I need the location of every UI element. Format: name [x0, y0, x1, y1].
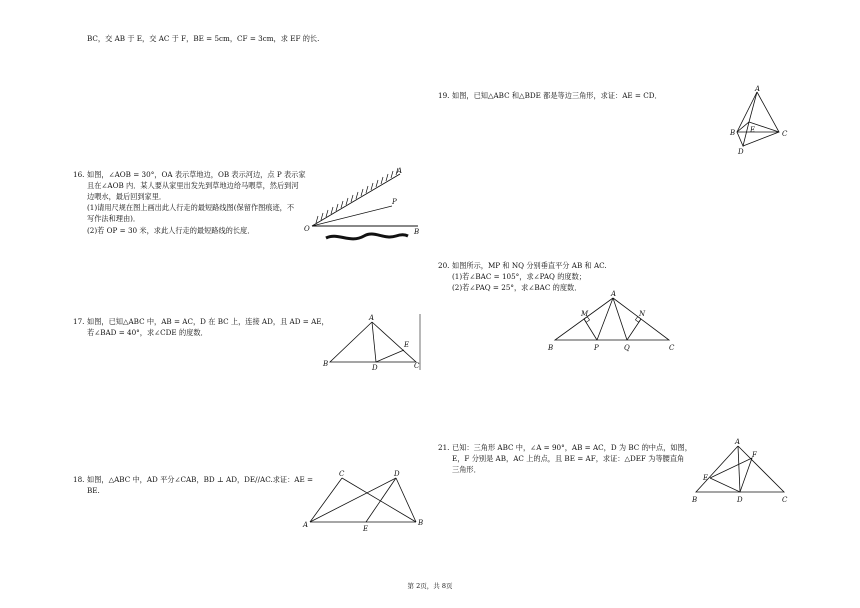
label-c: C — [339, 470, 345, 478]
q21-line: 已知：三角形 ABC 中，∠A = 90°，AB = AC，D 为 BC 的中点，如图， — [452, 443, 692, 452]
label-p: P — [594, 344, 599, 352]
q16-number: 16. — [73, 170, 85, 179]
label-d: D — [738, 148, 744, 156]
river-wave — [326, 234, 408, 239]
q20-number: 20. — [438, 261, 450, 270]
q21-number: 21. — [438, 443, 450, 452]
triangle-abc — [555, 298, 669, 340]
segment-ad — [738, 446, 740, 492]
label-a: A — [755, 85, 761, 93]
label-d: D — [737, 496, 743, 504]
q20-line: (2)若∠PAQ = 25°，求∠BAC 的度数． — [452, 283, 582, 292]
q18-line: 如图，△ABC 中，AD 平分∠CAB，BD ⊥ AD，DE//AC.求证：AE = — [87, 475, 314, 484]
q18-figure — [300, 470, 430, 532]
q16-line: 边喂水，最后回到家里． — [87, 192, 167, 201]
label-a: A — [303, 521, 309, 529]
triangle-bde — [737, 122, 749, 146]
q21-line: E，F 分别是 AB，AC 上的点，且 BE = AF，求证：△DEF 为等腰直角 — [452, 454, 685, 463]
label-c: C — [414, 362, 420, 370]
label-b: B — [730, 129, 736, 137]
q19-figure — [725, 84, 795, 159]
segment-aq — [613, 298, 627, 340]
label-b: B — [414, 228, 420, 236]
q21-line: 三角形． — [452, 465, 481, 474]
label-c: C — [782, 496, 788, 504]
continued-problem-text: BC，交 AB 于 E，交 AC 于 F，BE = 5cm，CF = 3cm，求 EF 的长. — [87, 34, 320, 43]
label-c: C — [782, 130, 788, 138]
segment-ac — [310, 478, 342, 522]
q17-line: 如图，已知△ABC 中，AB = AC，D 在 BC 上，连接 AD，且 AD = AE， — [87, 317, 329, 326]
q17-line: 若∠BAD = 40°，求∠CDE 的度数． — [87, 328, 208, 337]
segment-de — [366, 478, 396, 522]
triangle-abc — [737, 92, 779, 132]
label-d: D — [372, 364, 378, 372]
q19-number: 19. — [438, 91, 450, 100]
label-a: A — [611, 290, 617, 298]
segment-cd — [743, 132, 779, 146]
label-f: F — [752, 451, 757, 459]
segment-ae — [749, 92, 757, 122]
label-b: B — [418, 519, 424, 527]
q16-line: 且在∠AOB 内．某人要从家里出发先到草地边给马喂草，然后到河 — [87, 181, 299, 190]
q16-line: (2)若 OP = 30 米，求此人行走的最短路线的长度． — [87, 226, 255, 235]
q16-line: 如图，∠AOB = 30°，OA 表示草地边，OB 表示河边，点 P 表示家 — [87, 170, 306, 179]
label-d: D — [394, 470, 400, 478]
line-op — [312, 206, 392, 226]
label-o: O — [304, 225, 310, 233]
label-a: A — [735, 438, 741, 446]
q19-line: 如图，已知△ABC 和△BDE 都是等边三角形，求证：AE = CD． — [452, 91, 662, 100]
q18-number: 18. — [73, 475, 85, 484]
segment-ad — [372, 322, 376, 362]
page-footer: 第 2页，共 8页 — [407, 582, 453, 590]
label-c: C — [669, 344, 675, 352]
label-b: B — [692, 496, 698, 504]
q17-figure — [320, 312, 430, 372]
q18-line: BE. — [87, 486, 100, 495]
label-b: B — [323, 360, 329, 368]
label-p: P — [392, 198, 397, 206]
segment-de — [376, 350, 404, 362]
label-a: A — [369, 314, 375, 322]
segment-ap — [597, 298, 613, 340]
q16-line: (1)请用尺规在图上画出此人行走的最短路线图(保留作图痕迹，不 — [87, 203, 295, 212]
q20-line: (1)若∠BAC = 105°，求∠PAQ 的度数； — [452, 272, 586, 281]
label-q: Q — [624, 344, 630, 352]
label-b: B — [548, 344, 554, 352]
label-a: A — [397, 167, 403, 175]
q16-line: 写作法和理由)． — [87, 214, 141, 223]
label-e: E — [750, 126, 756, 134]
triangle-def — [710, 458, 752, 492]
label-n: N — [639, 310, 646, 318]
label-e: E — [404, 341, 410, 349]
label-e: E — [363, 525, 369, 533]
q17-number: 17. — [73, 317, 85, 326]
label-e: E — [703, 474, 709, 482]
q16-figure — [300, 162, 440, 252]
q20-line: 如图所示，MP 和 NQ 分别垂直平分 AB 和 AC. — [452, 261, 607, 270]
q21-figure — [688, 436, 798, 506]
segment-db — [396, 478, 416, 522]
label-m: M — [581, 310, 589, 318]
q20-figure — [545, 288, 685, 354]
ray-oa — [312, 174, 400, 226]
